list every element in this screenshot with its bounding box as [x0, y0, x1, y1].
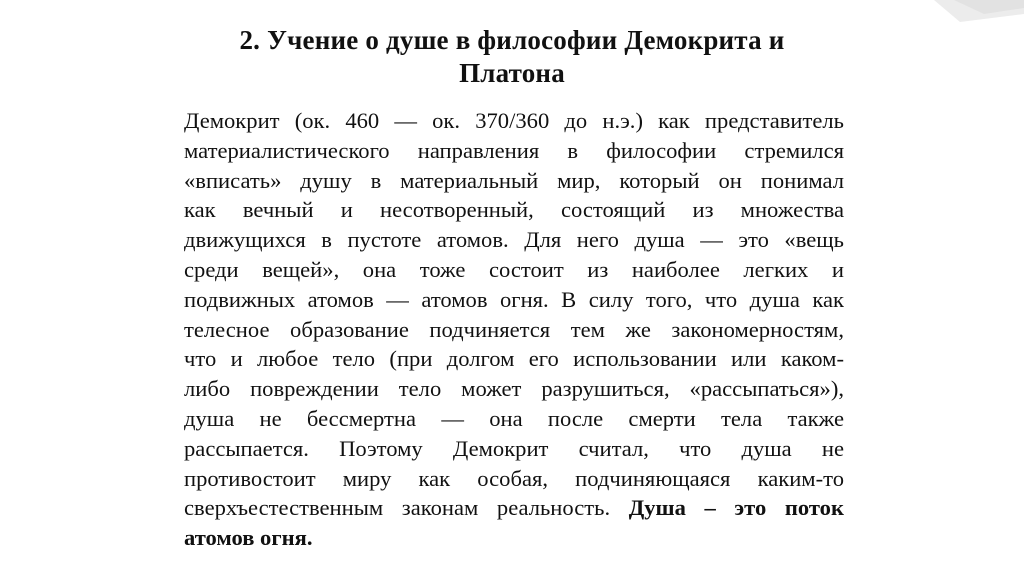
body-line-14	[184, 493, 844, 523]
body-line-7: подвижных атомов — атомов огня. В силу того, что душа как	[184, 286, 844, 312]
body-line-5: движущихся в пустоте атомов. Для него душа — это «вещь	[184, 227, 844, 253]
corner-decoration	[914, 0, 1024, 22]
slide-title-line-1: 2. Учение о душе в философии Демокрита и	[239, 25, 785, 55]
slide-title-line-2: Платона	[459, 58, 565, 88]
body-text	[184, 106, 844, 553]
body-line-1: Демокрит (ок. 460 — ок. 370/360 до н.э.) как представитель	[184, 108, 844, 133]
body-line-12: рассыпается. Поэтому Демокрит считал, что душа не	[184, 435, 844, 461]
body-line-13: противостоит миру как особая, подчиняющаяся каким-то	[184, 465, 844, 491]
body-line-14-regular: сверхъестественным законам реальность.	[184, 495, 611, 521]
body-line-6: среди вещей», она тоже состоит из наиболее легких и	[184, 256, 844, 282]
body-line-4: как вечный и несотворенный, состоящий из множества	[184, 197, 844, 223]
slide-title	[120, 24, 904, 90]
body-line-10: либо повреждении тело может разрушиться, «рассыпаться»),	[184, 376, 844, 402]
body-line-3: «вписать» душу в материальный мир, который он понимал	[184, 167, 844, 193]
body-line-2: материалистического направления в философии стремился	[184, 137, 844, 163]
body-line-9: что и любое тело (при долгом его использовании или каком-	[184, 346, 844, 372]
body-line-14-bold: Душа – это поток	[628, 495, 844, 521]
body-line-8: телесное образование подчиняется тем же закономерностям,	[184, 316, 844, 342]
body-line-11: душа не бессмертна — она после смерти тела также	[184, 405, 844, 431]
body-line-15: атомов огня.	[184, 525, 313, 551]
